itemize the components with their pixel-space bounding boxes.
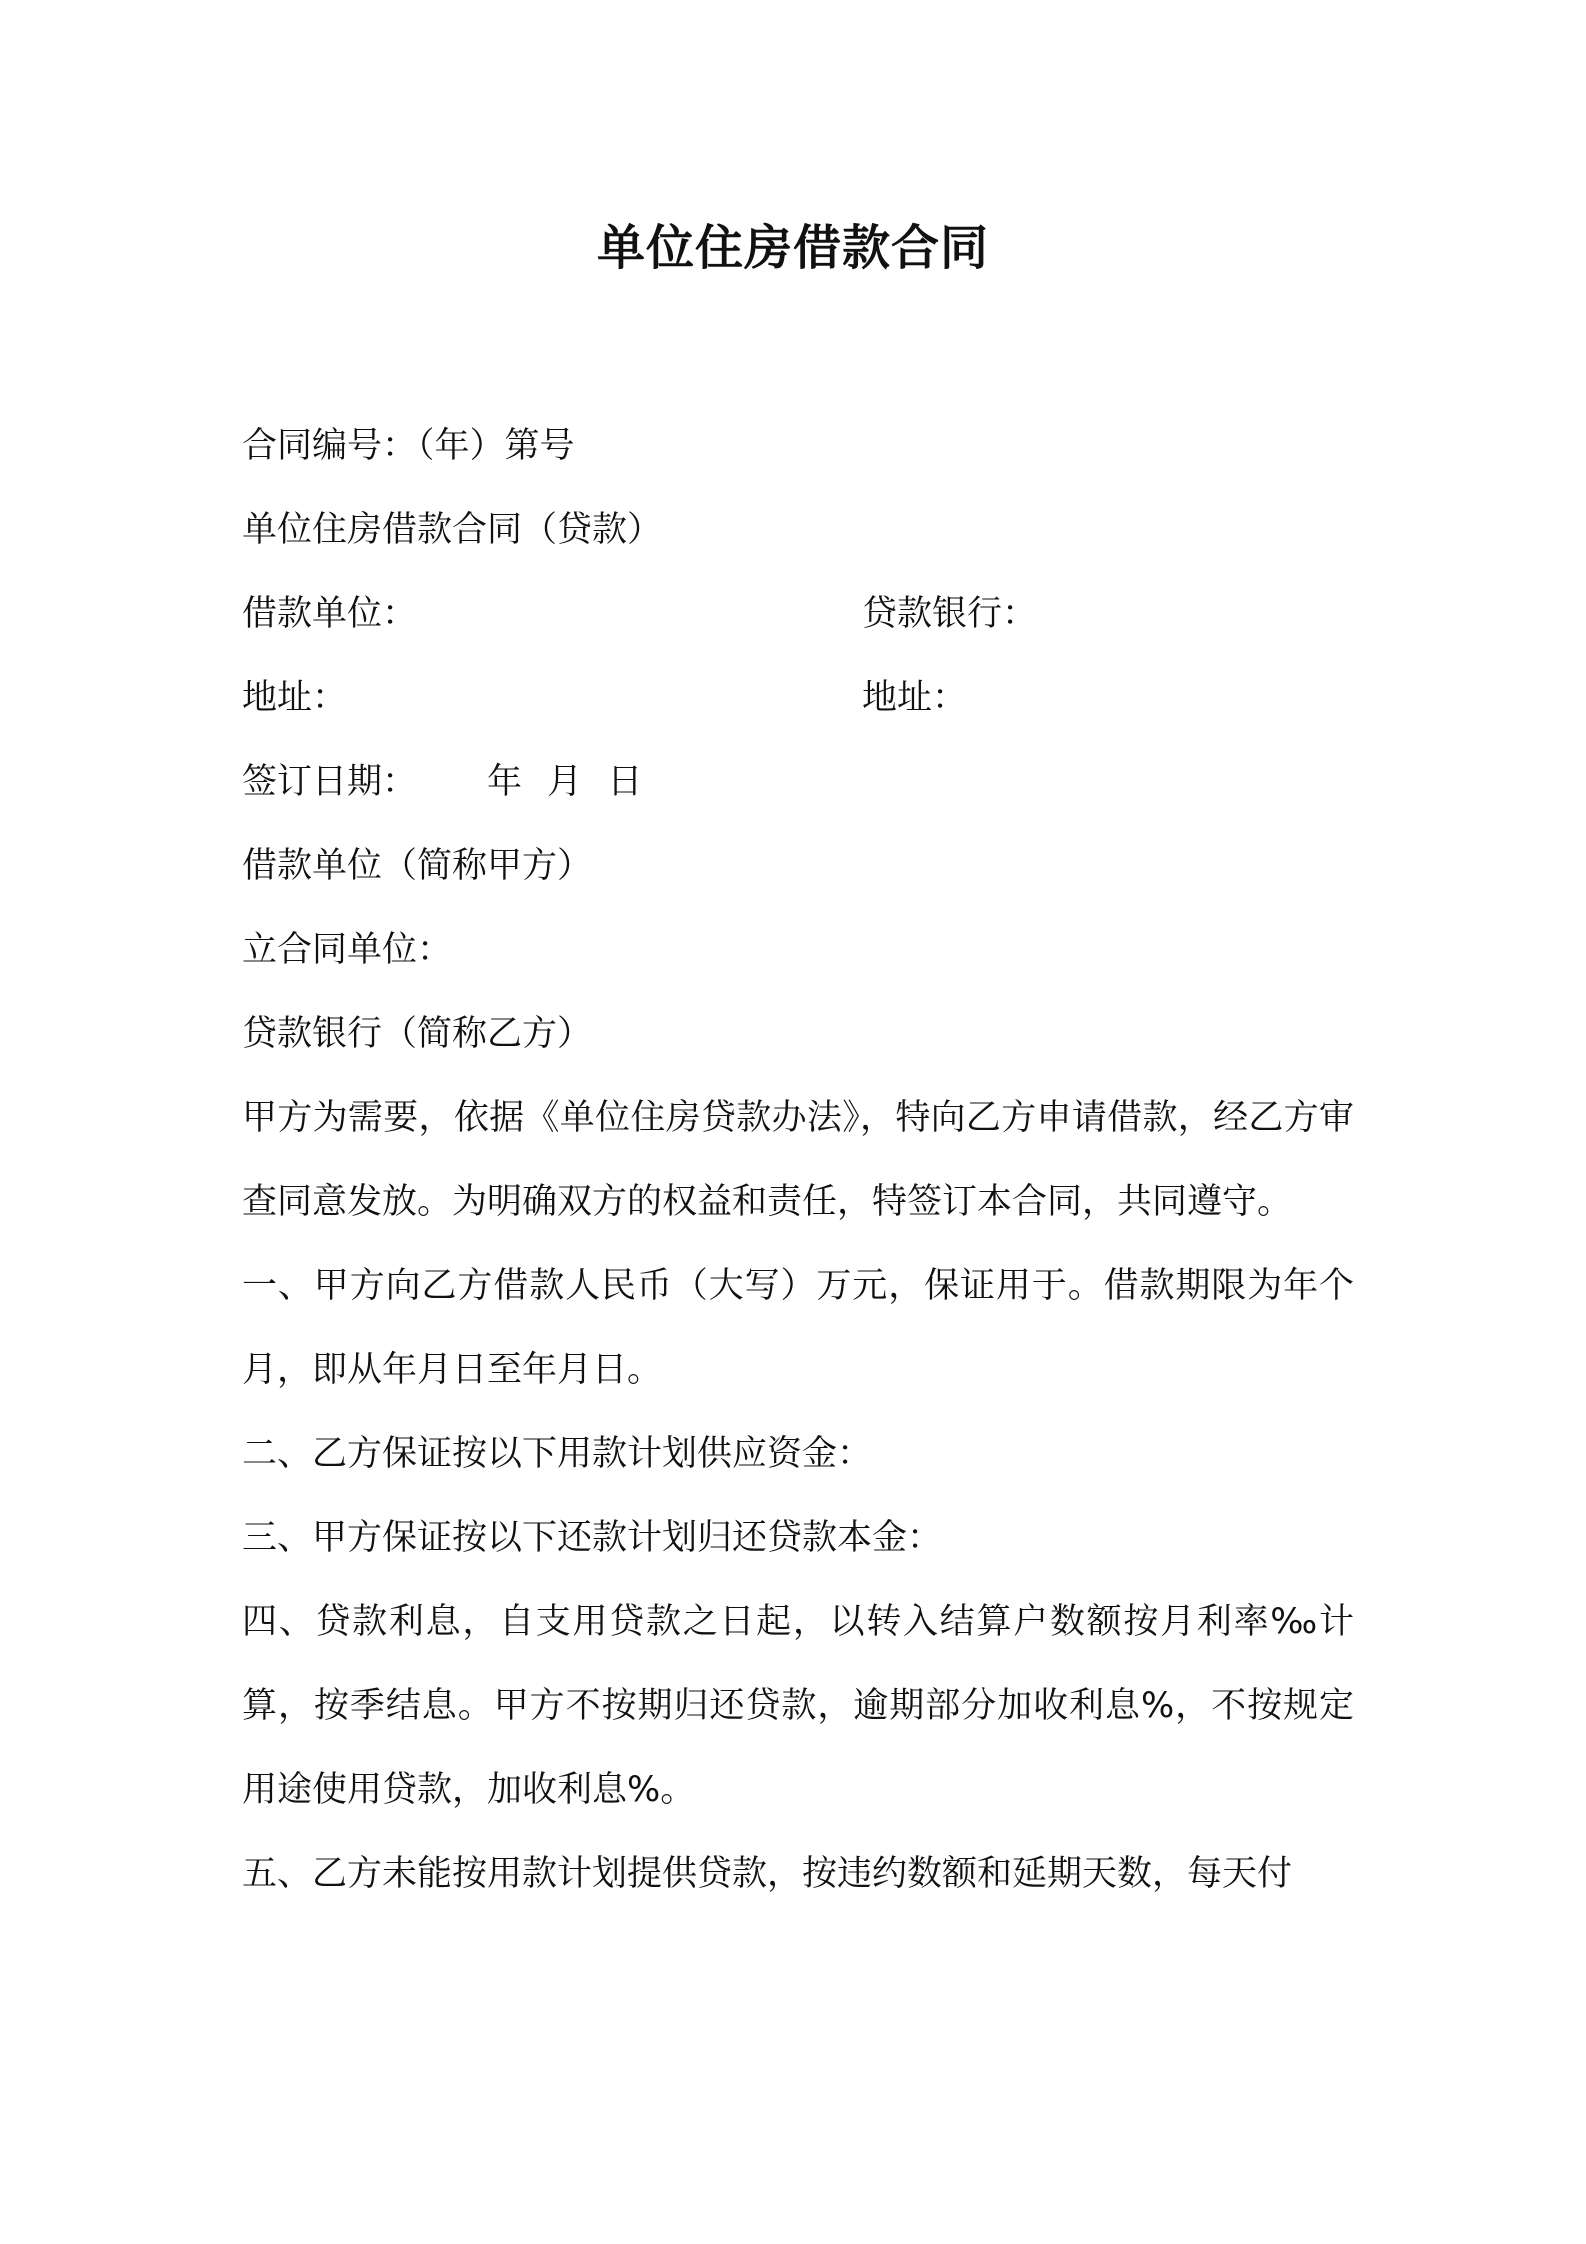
clause-3: 三、甲方保证按以下还款计划归还贷款本金： bbox=[242, 1518, 943, 1558]
contract-unit-line: 立合同单位： bbox=[242, 930, 453, 970]
parties-row bbox=[242, 572, 1354, 656]
clause-4: 四、贷款利息，自支用贷款之日起，以转入结算户数额按月利率‰计算，按季结息。甲方不按期归还贷款，逾期部分加收利息%，不按规定用途使用贷款，加收利息%。 bbox=[242, 1602, 1354, 1810]
sign-date-label: 签订日期： bbox=[242, 762, 418, 802]
sign-date-row bbox=[242, 740, 1354, 824]
contract-type: 单位住房借款合同（贷款） bbox=[242, 510, 663, 550]
sign-date-day: 日 bbox=[607, 762, 643, 802]
borrower-label: 借款单位： bbox=[242, 594, 418, 634]
party-a-line: 借款单位（简称甲方） bbox=[242, 846, 593, 886]
document-title: 单位住房借款合同 bbox=[596, 220, 989, 276]
sign-date-year: 年 bbox=[487, 762, 523, 802]
clause-1: 一、甲方向乙方借款人民币（大写）万元，保证用于。借款期限为年个月，即从年月日至年月日。 bbox=[242, 1266, 1354, 1390]
party-b-line: 贷款银行（简称乙方） bbox=[242, 1014, 593, 1054]
borrower-address-label: 地址： bbox=[242, 678, 348, 718]
address-row bbox=[242, 656, 1354, 740]
intro-paragraph: 甲方为需要，依据《单位住房贷款办法》，特向乙方申请借款，经乙方审查同意发放。为明确双方的权益和责任，特签订本合同，共同遵守。 bbox=[242, 1098, 1354, 1222]
lender-label: 贷款银行： bbox=[862, 594, 1038, 634]
sign-date-fields bbox=[487, 740, 656, 824]
clause-2: 二、乙方保证按以下用款计划供应资金： bbox=[242, 1434, 873, 1474]
contract-number: 合同编号：（年）第号 bbox=[242, 426, 575, 466]
clause-5: 五、乙方未能按用款计划提供贷款，按违约数额和延期天数，每天付 bbox=[242, 1854, 1293, 1894]
document-body bbox=[242, 404, 1354, 1916]
lender-address-label: 地址： bbox=[862, 678, 968, 718]
sign-date-month: 月 bbox=[547, 762, 583, 802]
